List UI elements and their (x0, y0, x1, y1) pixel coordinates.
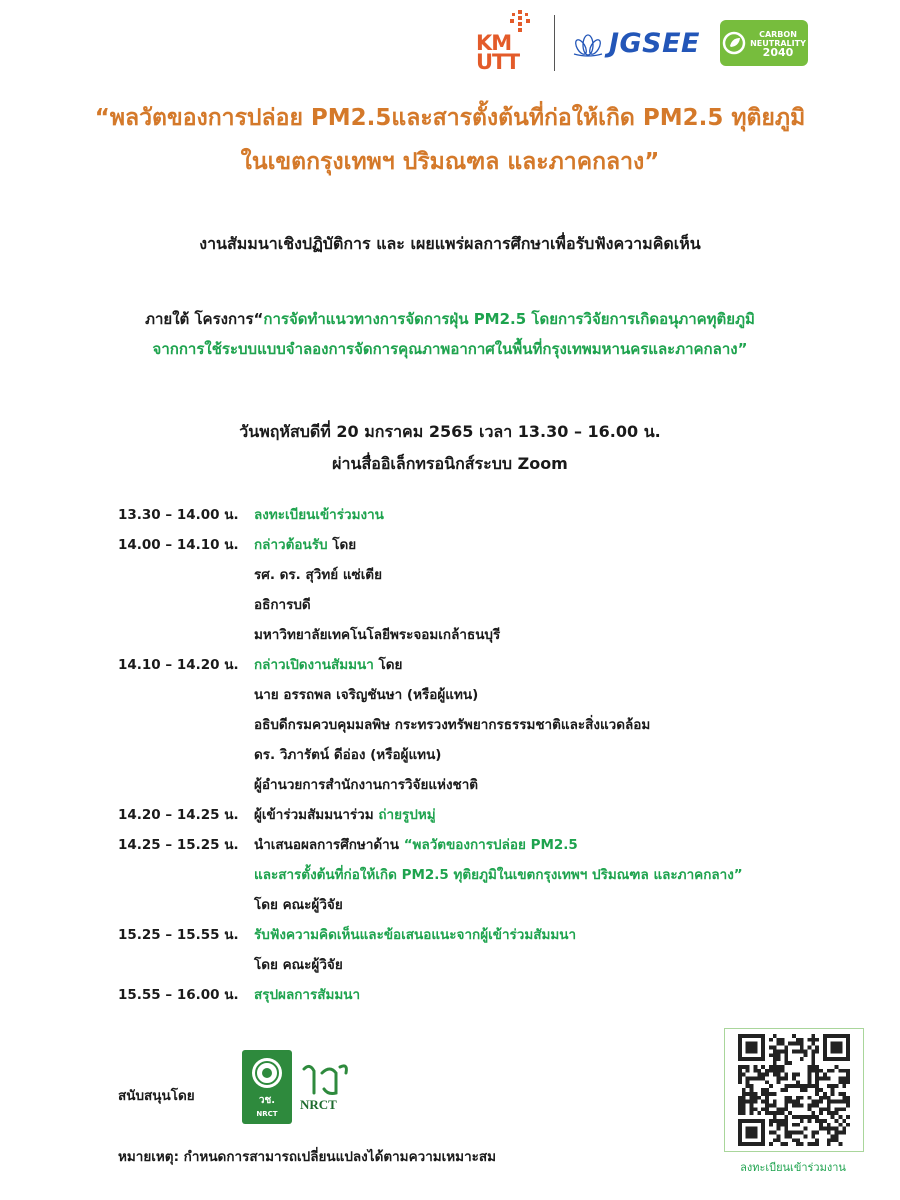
speaker-title: อธิบดีกรมควบคุมมลพิษ กระทรวงทรัพยากรธรรมชาติและสิ่งแวดล้อม (254, 717, 651, 733)
agenda-time: 14.00 – 14.10 น. (118, 537, 239, 553)
event-subtitle: งานสัมมนาเชิงปฏิบัติการ และ เผยแพร่ผลการศึกษาเพื่อรับฟังความคิดเห็น (199, 234, 701, 253)
agenda-suffix: โดย (327, 537, 357, 553)
speaker-name: นาย อรรถพล เจริญชันษา (หรือผู้แทน) (254, 687, 479, 703)
carbon-logo-year: 2040 (762, 45, 794, 59)
agenda-list (118, 500, 838, 1010)
event-date: วันพฤหัสบดีที่ 20 มกราคม 2565 เวลา 13.30 – 16.00 น. (239, 422, 661, 441)
agenda-item (118, 650, 838, 800)
footnote: หมายเหตุ: กำหนดการสามารถเปลี่ยนแปลงได้ตามความเหมาะสม (118, 1149, 497, 1165)
agenda-time: 14.25 – 15.25 น. (118, 837, 239, 853)
title-line-1: “พลวัตของการปล่อย PM2.5และสารตั้งต้นที่ก่อให้เกิด PM2.5 ทุติยภูมิ (94, 105, 806, 131)
agenda-presenter: โดย คณะผู้วิจัย (254, 897, 343, 913)
agenda-label-cont: และสารตั้งต้นที่ก่อให้เกิด PM2.5 ทุติยภูมิในเขตกรุงเทพฯ ปริมณฑล และภาคกลาง” (254, 867, 743, 883)
agenda-item (118, 800, 838, 830)
event-datetime (40, 416, 860, 480)
project-name-1: การจัดทำแนวทางการจัดการฝุ่น PM2.5 โดยการวิจัยการเกิดอนุภาคทุติยภูมิ (263, 310, 755, 328)
speaker-name: ดร. วิภารัตน์ ดีอ่อง (หรือผู้แทน) (254, 747, 442, 763)
project-prefix: ภายใต้ โครงการ“ (145, 310, 264, 328)
nrct-wordmark (300, 1061, 350, 1113)
speaker-title: ผู้อำนวยการสำนักงานการวิจัยแห่งชาติ (254, 777, 479, 793)
kmutt-cross-icon (508, 10, 532, 34)
supported-by-label: สนับสนุนโดย (118, 1088, 195, 1104)
kmutt-logo (476, 10, 538, 76)
agenda-time: 14.20 – 14.25 น. (118, 807, 239, 823)
jgsee-logo (571, 28, 700, 59)
agenda-time: 13.30 – 14.00 น. (118, 507, 239, 523)
agenda-item (118, 830, 838, 920)
agenda-time: 15.55 – 16.00 น. (118, 987, 239, 1003)
carbon-neutrality-logo (720, 20, 808, 66)
agenda-item (118, 530, 838, 650)
header-logos (476, 8, 808, 78)
nrct-seal-subtext: NRCT (256, 1110, 278, 1118)
agenda-label: กล่าวเปิดงานสัมมนา (254, 657, 374, 673)
agenda-item (118, 920, 838, 980)
agenda-label: “พลวัตของการปล่อย PM2.5 (403, 837, 578, 853)
leaf-icon (722, 31, 746, 55)
agenda-time: 15.25 – 15.55 น. (118, 927, 239, 943)
agenda-item (118, 980, 838, 1010)
agenda-suffix: โดย (373, 657, 403, 673)
event-medium: ผ่านสื่ออิเล็กทรอนิกส์ระบบ Zoom (332, 454, 568, 473)
jgsee-logo-text: JGSEE (608, 27, 700, 59)
nrct-logos (242, 1050, 350, 1124)
agenda-label: รับฟังความคิดเห็นและข้อเสนอแนะจากผู้เข้าร่วมสัมมนา (254, 927, 577, 943)
title-line-2: ในเขตกรุงเทพฯ ปริมณฑล และภาคกลาง” (240, 149, 660, 175)
project-description (80, 304, 820, 364)
agenda-presenter: โดย คณะผู้วิจัย (254, 957, 343, 973)
qr-code-icon (738, 1034, 850, 1146)
carbon-logo-text (750, 30, 806, 57)
agenda-label: กล่าวต้อนรับ (254, 537, 328, 553)
qr-caption: ลงทะเบียนเข้าร่วมงาน (740, 1161, 846, 1174)
speaker-title: อธิการบดี (254, 597, 311, 613)
agenda-label: ถ่ายรูปหมู่ (378, 807, 436, 823)
carbon-logo-label: CARBON NEUTRALITY (750, 29, 806, 48)
agenda-prefix: นำเสนอผลการศึกษาด้าน (254, 837, 404, 853)
agenda-label: ลงทะเบียนเข้าร่วมงาน (254, 507, 384, 523)
logo-divider (554, 15, 555, 71)
lotus-icon (571, 28, 605, 58)
project-line-1 (80, 304, 820, 334)
registration-qr-code[interactable] (724, 1028, 864, 1152)
nrct-text: NRCT (300, 1097, 337, 1112)
page-title (40, 96, 860, 184)
nrct-seal-logo (242, 1050, 292, 1124)
kmutt-logo-text: KM UTT (475, 31, 520, 74)
speaker-org: มหาวิทยาลัยเทคโนโลยีพระจอมเกล้าธนบุรี (254, 627, 501, 643)
agenda-label: สรุปผลการสัมมนา (254, 987, 361, 1003)
agenda-prefix: ผู้เข้าร่วมสัมมนาร่วม (254, 807, 379, 823)
agenda-time: 14.10 – 14.20 น. (118, 657, 239, 673)
project-name-2: จากการใช้ระบบแบบจำลองการจัดการคุณภาพอากาศในพื้นที่กรุงเทพมหานครและภาคกลาง” (152, 340, 748, 358)
seal-icon (250, 1056, 284, 1090)
nrct-seal-text: วช. (258, 1094, 276, 1106)
speaker-name: รศ. ดร. สุวิทย์ แซ่เตีย (254, 567, 382, 583)
agenda-item (118, 500, 838, 530)
nrct-mark-icon (300, 1061, 350, 1097)
